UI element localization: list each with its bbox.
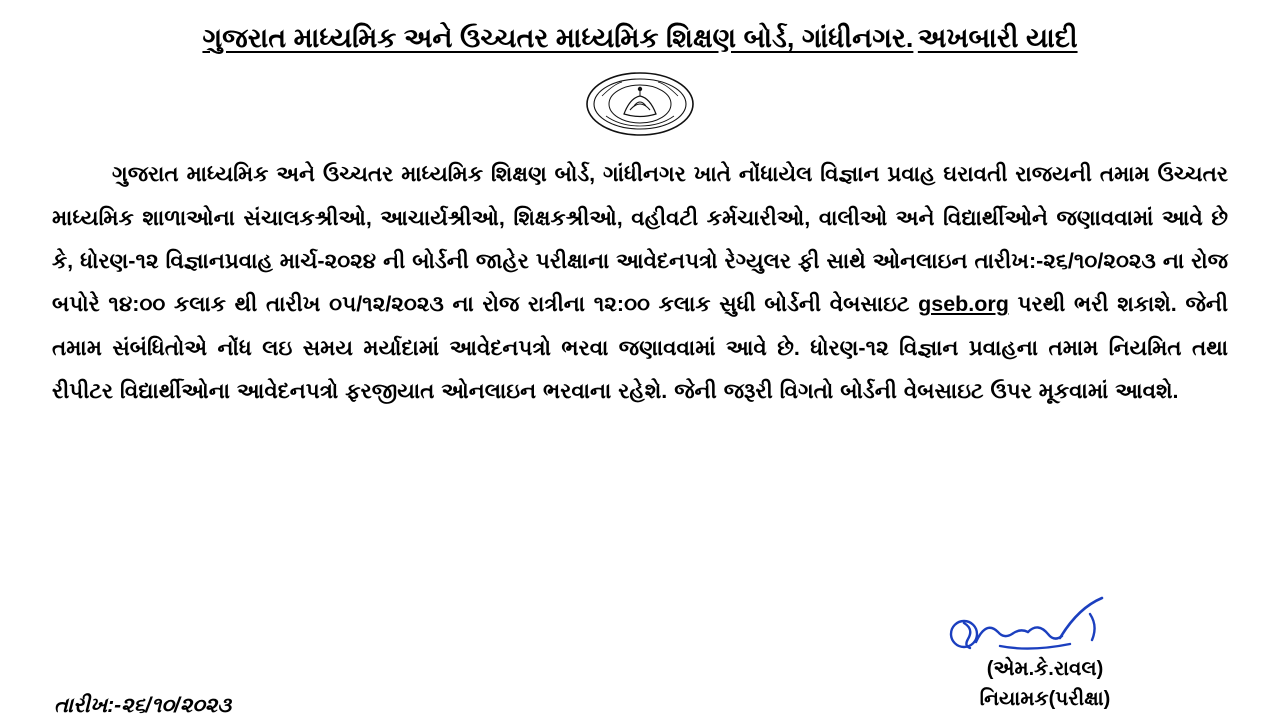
page-title: ગુજરાત માધ્યમિક અને ઉચ્ચતર માધ્યમિક શિક્ષણ બોર્ડ, ગાંધીનગર. — [202, 23, 914, 53]
notice-body — [18, 153, 1262, 414]
signatory-designation: નિયામક(પરીક્ષા) — [979, 688, 1111, 710]
document-date: તારીખ:-૨૬/૧૦/૨૦૨૩ — [54, 694, 232, 717]
notice-paragraph-part2: પરથી ભરી શકાશે. જેની તમામ સંબંધિતોએ નોંધ લઇ સમય મર્યાદામાં આવેદનપત્રો ભરવા જણાવવામાં આવે છે. ધોરણ-૧૨ વિજ્ઞાન પ્રવાહના તમામ નિયમિત તથા રીપીટર વિદ્યાર્થીઓના આવેદનપત્રો ફરજીયાત ઓનલાઇન ભરવાના રહેશે. જેની જરૂરી વિગતો બોર્ડની વેબસાઇટ ઉપર મૂકવામાં આવશે. — [52, 292, 1228, 404]
seal-container — [18, 70, 1262, 143]
board-emblem-icon — [584, 70, 696, 138]
gseb-website-link[interactable]: gseb.org — [918, 292, 1009, 317]
signatory-name: (એમ.કે.રાવલ) — [986, 658, 1104, 680]
page-subtitle: અખબારી યાદી — [917, 23, 1078, 53]
document-header — [18, 18, 1262, 56]
handwritten-signature-icon — [880, 594, 1210, 658]
notice-paragraph-part1: ગુજરાત માધ્યમિક અને ઉચ્ચતર માધ્યમિક શિક્ષણ બોર્ડ, ગાંધીનગર ખાતે નોંધાયેલ વિજ્ઞાન પ્રવાહ ઘરાવતી રાજયની તમામ ઉચ્ચતર માધ્યમિક શાળાઓના સંચાલકશ્રીઓ, આચાર્યશ્રીઓ, શિક્ષકશ્રીઓ, વહીવટી કર્મચારીઓ, વાલીઓ અને વિદ્યાર્થીઓને જણાવવામાં આવે છે કે, ધોરણ-૧૨ વિજ્ઞાનપ્રવાહ માર્ચ-૨૦૨૪ ની બોર્ડની જાહેર પરીક્ષાના આવેદનપત્રો રેગ્યુલર ફી સાથે ઓનલાઇન તારીખ:-૨૬/૧૦/૨૦૨૩ ના રોજ બપોરે ૧૪:૦૦ કલાક થી તારીખ ૦૫/૧૨/૨૦૨૩ ના રોજ રાત્રીના ૧૨:૦૦ કલાક સુધી બોર્ડની વેબસાઇટ — [52, 162, 1228, 317]
signature-block — [880, 594, 1210, 714]
